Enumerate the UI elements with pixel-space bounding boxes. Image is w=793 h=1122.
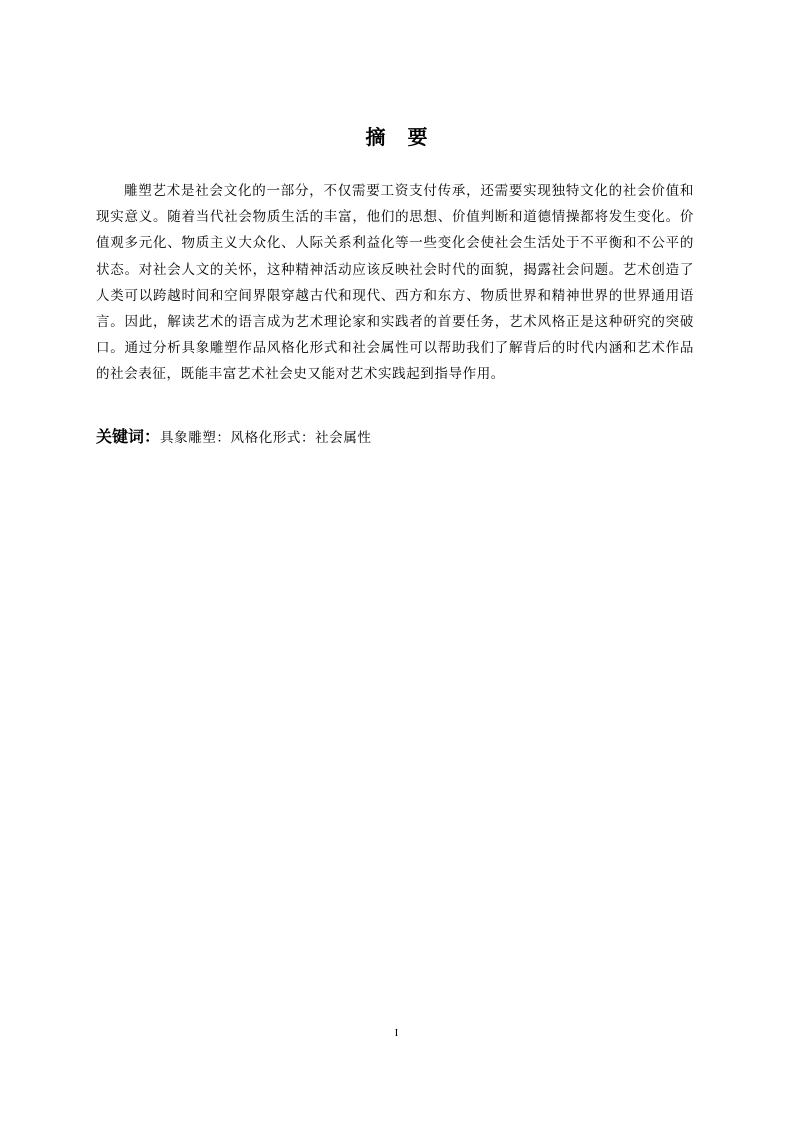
keywords-line: [96, 424, 694, 451]
keywords-label: 关键词：: [96, 427, 161, 446]
page-number: I: [394, 1027, 399, 1039]
keywords-text: 具象雕塑：风格化形式：社会属性: [160, 430, 372, 446]
abstract-paragraph: 雕塑艺术是社会文化的一部分，不仅需要工资支付传承，还需要实现独特文化的社会价值和现实意义。随着当代社会物质生活的丰富，他们的思想、价值判断和道德情操都将发生变化。价值观多元化、物质主义大众化、人际关系利益化等一些变化会使社会生活处于不平衡和不公平的状态。对社会人文的关怀，这种精神活动应该反映社会时代的面貌，揭露社会问题。艺术创造了人类可以跨越时间和空间界限穿越古代和现代、西方和东方、物质世界和精神世界的世界通用语言。因此，解读艺术的语言成为艺术理论家和实践者的首要任务，艺术风格正是这种研究的突破口。通过分析具象雕塑作品风格化形式和社会属性可以帮助我们了解背后的时代内涵和艺术作品的社会表征，既能丰富艺术社会史又能对艺术实践起到指导作用。: [96, 183, 694, 383]
page-title: 摘要: [365, 125, 450, 149]
